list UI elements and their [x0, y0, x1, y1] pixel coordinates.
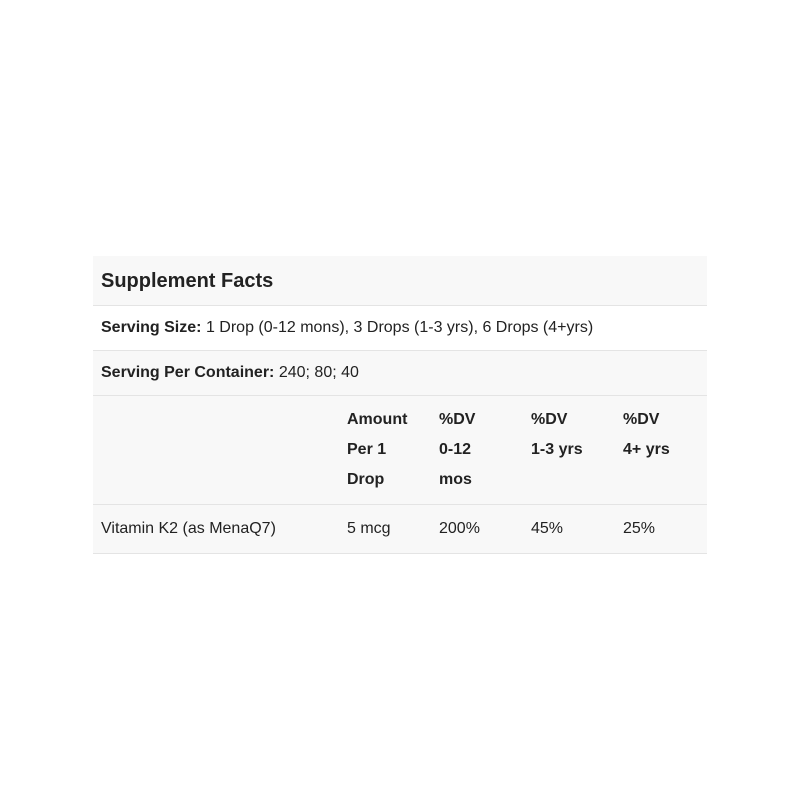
- serving-per-container-row: [93, 351, 707, 396]
- header-dv-child: [623, 396, 707, 505]
- table-title: Supplement Facts: [93, 256, 707, 306]
- serving-size-value: 1 Drop (0-12 mons), 3 Drops (1-3 yrs), 6 Drops (4+yrs): [205, 319, 594, 336]
- serving-per-container-label: Serving Per Container:: [101, 364, 275, 381]
- header-amount: [347, 396, 439, 505]
- serving-per-container-value: 240; 80; 40: [278, 364, 359, 381]
- header-nutrient: [93, 396, 347, 505]
- title-row: [93, 256, 707, 306]
- header-dv-infant-line: %DV: [439, 411, 476, 428]
- header-dv-child-line: 4+ yrs: [623, 441, 670, 458]
- nutrient-dv-toddler: 45%: [531, 505, 623, 554]
- header-dv-child-line: %DV: [623, 411, 660, 428]
- nutrient-dv-infant: 200%: [439, 505, 531, 554]
- table-row: [93, 505, 707, 554]
- serving-size-label: Serving Size:: [101, 319, 202, 336]
- column-header-row: [93, 396, 707, 505]
- header-dv-toddler-line: %DV: [531, 411, 568, 428]
- header-dv-toddler: [531, 396, 623, 505]
- header-amount-line: Drop: [347, 471, 385, 488]
- header-dv-infant-line: 0-12: [439, 441, 472, 458]
- nutrient-amount: 5 mcg: [347, 505, 439, 554]
- header-dv-infant: [439, 396, 531, 505]
- supplement-facts-table: [93, 256, 707, 554]
- nutrient-dv-child: 25%: [623, 505, 707, 554]
- header-amount-line: Amount: [347, 411, 408, 428]
- serving-size-row: [93, 306, 707, 351]
- header-dv-toddler-line: 1-3 yrs: [531, 441, 583, 458]
- header-dv-infant-line: mos: [439, 471, 472, 488]
- nutrient-name: Vitamin K2 (as MenaQ7): [93, 505, 347, 554]
- header-amount-line: Per 1: [347, 441, 387, 458]
